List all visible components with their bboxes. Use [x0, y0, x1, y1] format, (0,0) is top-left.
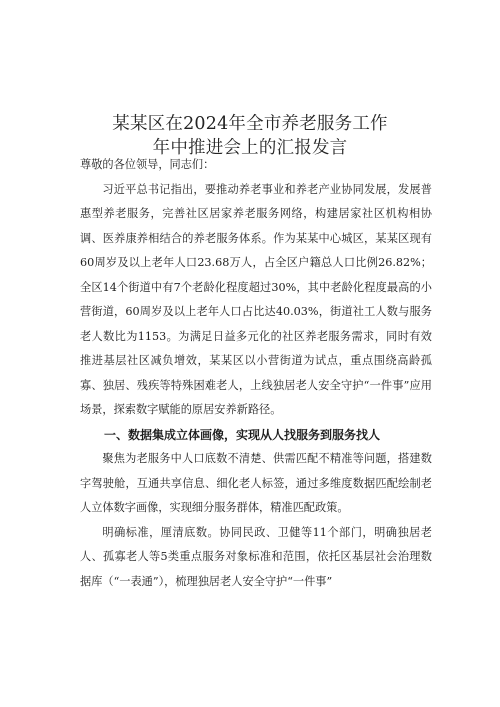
salutation: 尊敬的各位领导，同志们： — [80, 158, 215, 171]
section-1-paragraph-1: 聚焦为老服务中人口底数不清楚、供需匹配不精准等问题，搭建数字驾驶舱，互通共享信息、细化老人标签，通过多维度数据匹配绘制老人立体数字画像，实现细分服务群体，精准匹配政策。 — [80, 452, 432, 514]
section-1-heading: 一、数据集成立体画像，实现从人找服务到服务找人 — [104, 427, 381, 442]
intro-paragraph: 习近平总书记指出，要推动养老事业和养老产业协同发展，发展普惠型养老服务，完善社区居家养老服务网络，构建居家社区机构相协调、医养康养相结合的养老服务体系。作为某某中心城区，某某区现有60周岁及以上老年人口23.68万人，占全区户籍总人口比例26.82%；全区14个街道中有7个老龄化程度超过30%，其中老龄化程度最高的小营街道，60周岁及以上老年人口占比达40.03%，街道社工人数与服务老人数比为1153。为满足日益多元化的社区养老服务需求，同时有效推进基层社区减负增效，某某区以小营街道为试点，重点围绕高龄孤寡、独居、残疾等特殊困难老人，上线独居老人安全守护“一件事”应用场景，探索数字赋能的原居安养新路径。 — [80, 182, 432, 416]
document-title-line-2: 年中推进会上的汇报发言 — [152, 138, 348, 158]
section-1-paragraph-2: 明确标准，厘清底数。协同民政、卫健等11个部门，明确独居老人、孤寡老人等5类重点服务对象标准和范围，依托区基层社会治理数据库（“一表通”），梳理独居老人安全守护“一件事” — [80, 525, 432, 588]
document-title-line-1: 某某区在2024年全市养老服务工作 — [112, 114, 388, 134]
document-body — [80, 153, 432, 594]
